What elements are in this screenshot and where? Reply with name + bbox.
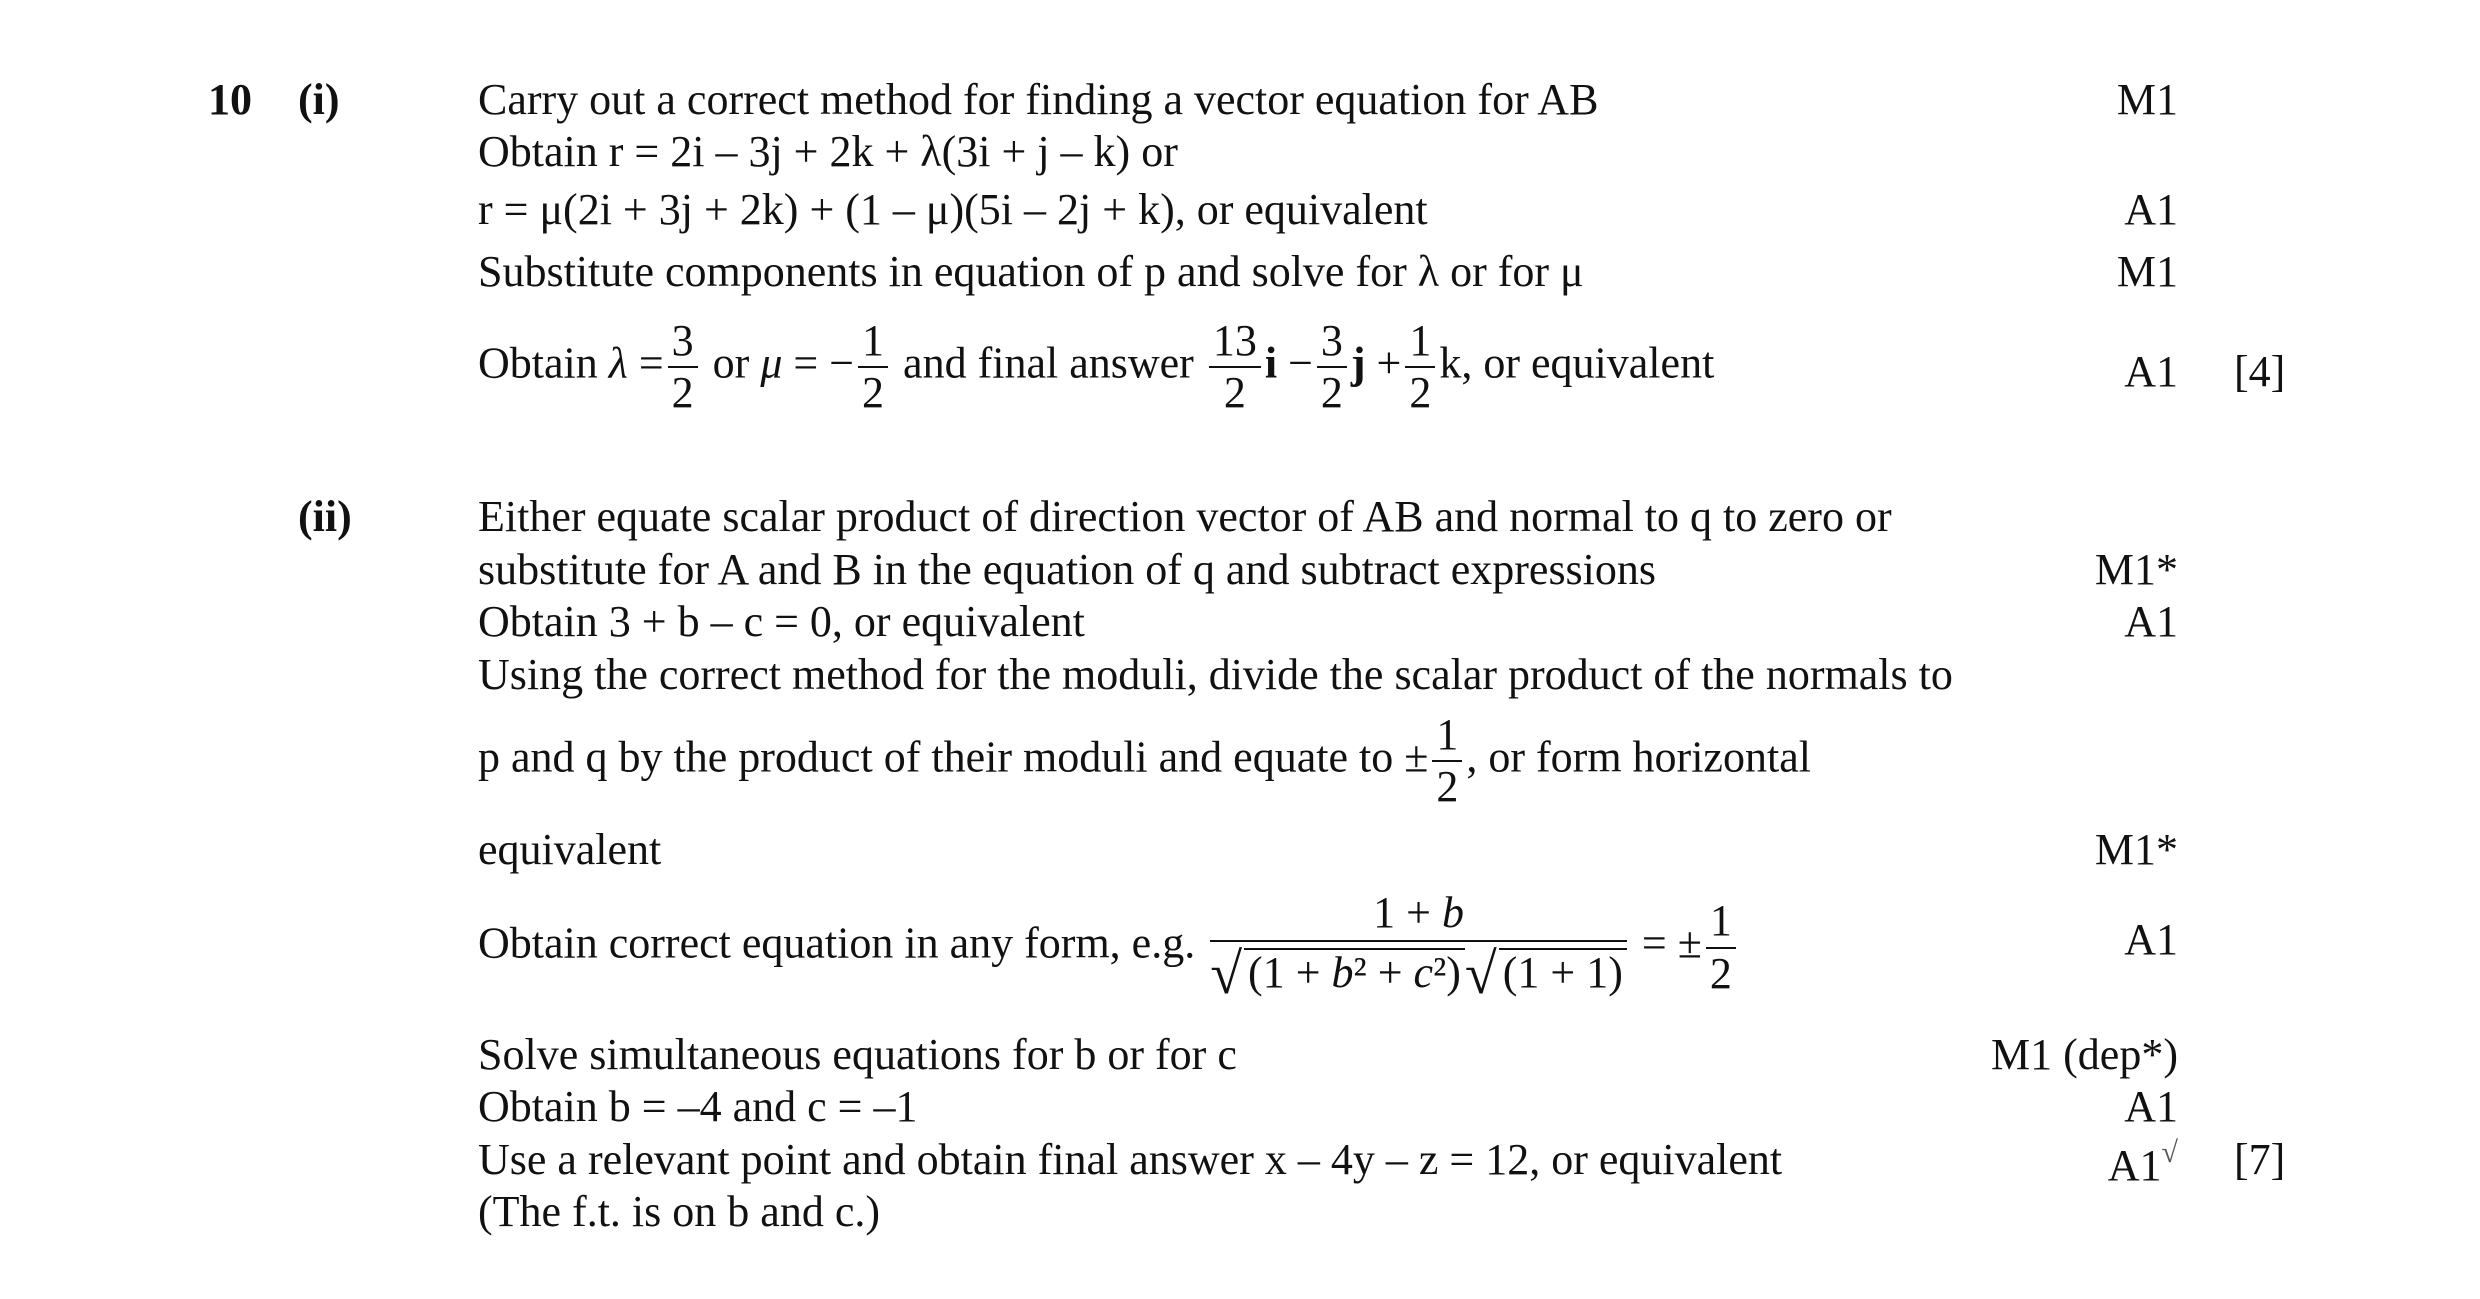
mark-ii-4: A1 xyxy=(2124,915,2178,964)
total-i: [4] xyxy=(2234,347,2286,396)
part-i-line-5-prefix: Obtain xyxy=(478,338,598,388)
moduli-equation-fraction: $\frac{1 + b}{\text{√ (1 + b² + c²)√ (1 + 1)}}$ xyxy=(1210,890,1627,1005)
part-ii-line-5-prefix: p and q by the product of their moduli and equate to ± xyxy=(478,732,1429,782)
part-ii-line-11: (The f.t. is on b and c.) xyxy=(478,1187,880,1236)
mark-i-3: M1 xyxy=(2116,247,2178,296)
fraction-pm-1-2-eq: $\frac{1}{2}$ xyxy=(1706,898,1736,996)
mark-ii-7 xyxy=(2108,1138,2178,1188)
part-ii-line-9: Obtain b = –4 and c = –1 xyxy=(478,1082,918,1131)
mark-ii-6: A1 xyxy=(2124,1082,2178,1131)
part-ii-line-2: substitute for A and B in the equation of q and subtract expressions xyxy=(478,545,1657,594)
mark-i-2: A1 xyxy=(2124,185,2178,234)
part-ii-line-1: Either equate scalar product of direction vector of AB and normal to q to zero or xyxy=(478,492,1892,541)
mark-ii-7-label: A1 xyxy=(2107,1141,2162,1190)
part-i-line-2-equation: r = 2i – 3j + 2k + λ(3i + j – k) or xyxy=(608,127,1178,176)
part-ii-line-7-prefix: Obtain correct equation in any form, e.g. xyxy=(478,918,1196,968)
fraction-3-2: $\frac{3}{2}$ xyxy=(668,318,698,416)
fraction-13-2: $\frac{13}{2}$ xyxy=(1209,318,1261,416)
part-i-line-5-final: and final answer xyxy=(903,338,1194,388)
part-i-line-2-prefix: Obtain xyxy=(478,127,598,176)
part-label-i: (i) xyxy=(298,75,340,124)
follow-through-tick-icon: √ xyxy=(2161,1136,2178,1169)
part-i-line-5-or: or xyxy=(712,338,750,388)
part-i-line-3: r = μ(2i + 3j + 2k) + (1 – μ)(5i – 2j + k), or equivalent xyxy=(478,185,1428,234)
part-ii-line-8: Solve simultaneous equations for b or for c xyxy=(478,1030,1237,1079)
total-ii: [7] xyxy=(2234,1135,2286,1184)
mark-i-4: A1 xyxy=(2124,347,2178,396)
fraction-pm-1-2: $\frac{1}{2}$ xyxy=(1432,712,1462,810)
fraction-1-2: $\frac{1}{2}$ xyxy=(858,318,888,416)
fraction-1-2-k: $\frac{1}{2}$ xyxy=(1405,318,1435,416)
part-ii-line-7: Obtain correct equation in any form, e.g. $\frac{1 + b}{\text{√ (1 + b² + c²)√ (1 + 1)}}$ = ± $\frac{1}{2}$ xyxy=(478,890,1740,1005)
part-i-line-5-suffix: k, or equivalent xyxy=(1439,338,1715,388)
part-i-line-1: Carry out a correct method for finding a vector equation for AB xyxy=(478,75,1599,124)
part-ii-line-10: Use a relevant point and obtain final answer x – 4y – z = 12, or equivalent xyxy=(478,1135,1783,1184)
fraction-3-2-j: $\frac{3}{2}$ xyxy=(1317,318,1347,416)
part-i-line-5: Obtain λ = $\frac{3}{2}$ or μ = − $\frac{1}{2}$ and final answer $\frac{13}{2}$ i − $\frac{3}{2}$ j + $\frac{1}{2}$ k, or equivalent xyxy=(478,316,1715,418)
part-ii-line-6: equivalent xyxy=(478,825,662,874)
part-ii-line-5-suffix: , or form horizontal xyxy=(1466,732,1811,782)
part-i-line-4: Substitute components in equation of p and solve for λ or for μ xyxy=(478,247,1584,296)
mark-ii-1: M1* xyxy=(2094,545,2178,594)
mark-i-1: M1 xyxy=(2116,75,2178,124)
part-ii-line-3: Obtain 3 + b – c = 0, or equivalent xyxy=(478,597,1085,646)
part-i-line-2 xyxy=(478,127,1178,176)
part-label-ii: (ii) xyxy=(298,492,352,541)
part-ii-line-5 xyxy=(478,712,1811,810)
mark-ii-3: M1* xyxy=(2094,825,2178,874)
mark-ii-2: A1 xyxy=(2124,597,2178,646)
part-ii-line-4: Using the correct method for the moduli, divide the scalar product of the normals to xyxy=(478,650,1953,699)
mark-ii-5: M1 (dep*) xyxy=(1991,1030,2178,1079)
question-number: 10 xyxy=(208,75,252,124)
